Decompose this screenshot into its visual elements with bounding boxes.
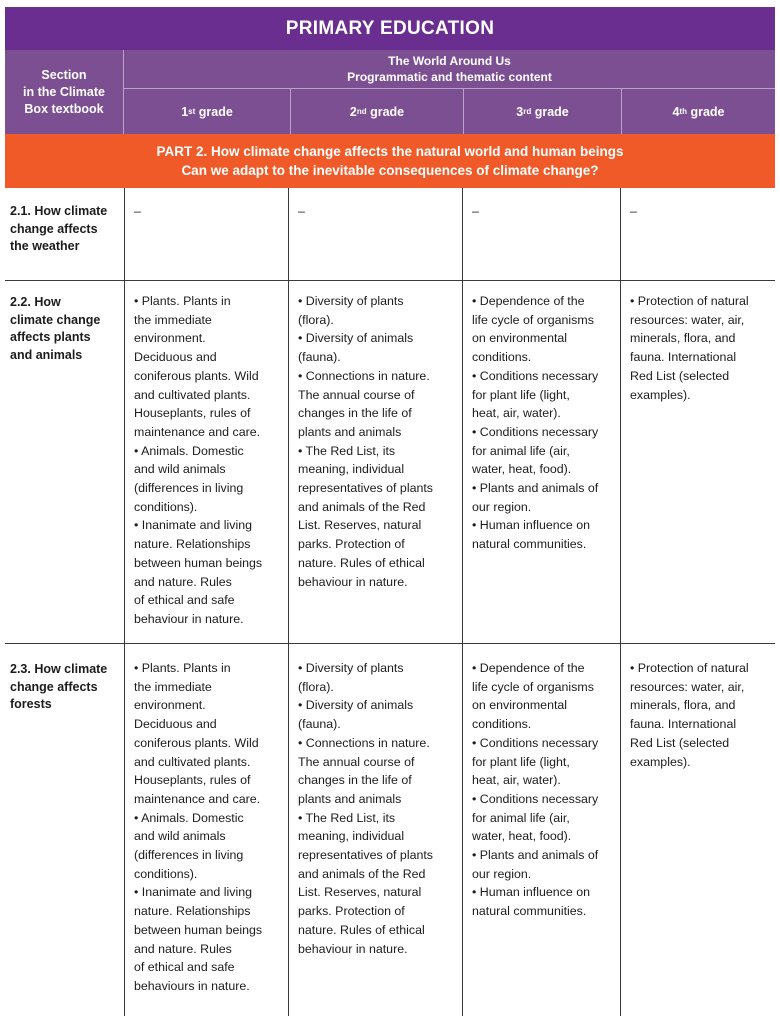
cell-line: • Plants and animals of: [472, 481, 599, 496]
column-divider: [620, 188, 621, 1016]
cell-2-2-grade-1: [134, 292, 262, 629]
cell-line: and nature. Rules: [134, 574, 232, 589]
title-line: and animals: [10, 347, 83, 362]
cell-line: conditions.: [472, 350, 532, 365]
cell-line: coniferous plants. Wild: [134, 735, 259, 750]
cell-line: Deciduous and: [134, 350, 217, 365]
cell-line: and animals of the Red: [298, 499, 426, 514]
table-header: [5, 50, 775, 134]
cell-line: representatives of plants: [298, 848, 433, 863]
cell-line: for plant life (light,: [472, 754, 570, 769]
cell-2-2-grade-4: [630, 292, 749, 404]
cell-line: –: [472, 204, 479, 218]
grade-number: 2: [349, 104, 357, 119]
cell-line: • Conditions necessary: [472, 424, 599, 439]
cell-line: of ethical and safe: [134, 960, 235, 975]
cell-line: behaviour in nature.: [298, 941, 408, 956]
grade-suffix: nd: [356, 107, 367, 116]
cell-2-3-grade-4: [630, 659, 749, 771]
content-type-label: Programmatic and thematic content: [347, 70, 552, 84]
cell-line: (fauna).: [298, 350, 341, 365]
cell-line: • Human influence on: [472, 518, 590, 533]
cell-line: • Dependence of the: [472, 661, 585, 675]
cell-line: between human beings: [134, 922, 263, 937]
grade-label: grade: [534, 104, 569, 119]
cell-line: • Connections in nature.: [298, 368, 430, 383]
subject-header: [124, 50, 775, 89]
part-title: PART 2. How climate change affects the natural world and human beings: [156, 144, 624, 159]
cell-line: Houseplants, rules of: [134, 773, 251, 788]
cell-line: –: [630, 204, 637, 218]
cell-line: (differences in living: [134, 481, 244, 496]
cell-2-3-grade-1: [134, 659, 262, 996]
cell-line: for animal life (air,: [472, 810, 570, 825]
grade-label: grade: [690, 104, 725, 119]
cell-line: behaviour in nature.: [298, 574, 408, 589]
cell-line: behaviours in nature.: [134, 978, 250, 993]
cell-line: • Inanimate and living: [134, 518, 252, 533]
grade-number: 3: [516, 104, 524, 119]
cell-line: resources: water, air,: [630, 312, 745, 327]
cell-line: on environmental: [472, 698, 568, 713]
cell-line: fauna. International: [630, 717, 737, 732]
cell-line: and cultivated plants.: [134, 387, 251, 402]
cell-line: nature. Relationships: [134, 537, 251, 552]
cell-line: environment.: [134, 698, 206, 713]
cell-line: parks. Protection of: [298, 904, 405, 919]
title-line: 2.1. How climate: [10, 204, 108, 218]
cell-line: plants and animals: [298, 424, 402, 439]
cell-line: Red List (selected: [630, 368, 730, 383]
cell-line: • Animals. Domestic: [134, 443, 244, 458]
column-divider: [124, 188, 125, 1016]
cell-line: • Human influence on: [472, 885, 590, 900]
grade-header-4: [622, 89, 775, 134]
cell-line: life cycle of organisms: [472, 679, 594, 694]
cell-line: Houseplants, rules of: [134, 406, 251, 421]
row-divider: [5, 643, 775, 644]
cell-line: conditions).: [134, 499, 198, 514]
cell-line: water, heat, food).: [472, 462, 572, 477]
cell-2-3-grade-3: [472, 659, 598, 921]
cell-2-1-grade-4: [630, 202, 637, 221]
cell-line: examples).: [630, 754, 691, 769]
part-banner: [5, 134, 775, 188]
cell-line: nature. Rules of ethical: [298, 922, 425, 937]
grade-number: 4: [672, 104, 680, 119]
cell-line: nature. Relationships: [134, 904, 251, 919]
cell-line: natural communities.: [472, 904, 587, 919]
cell-line: (flora).: [298, 312, 334, 327]
cell-line: List. Reserves, natural: [298, 518, 422, 533]
grade-header-3: [464, 89, 622, 134]
cell-line: meaning, individual: [298, 462, 405, 477]
cell-line: meaning, individual: [298, 829, 405, 844]
cell-line: environment.: [134, 331, 206, 346]
cell-line: resources: water, air,: [630, 679, 745, 694]
cell-line: • The Red List, its: [298, 810, 396, 825]
title-line: change affects: [10, 679, 98, 694]
cell-line: behaviour in nature.: [134, 611, 244, 626]
cell-line: • Conditions necessary: [472, 791, 599, 806]
column-divider: [288, 188, 289, 1016]
grade-suffix: rd: [523, 107, 532, 116]
cell-line: heat, air, water).: [472, 406, 561, 421]
cell-line: for animal life (air,: [472, 443, 570, 458]
title-line: forests: [10, 697, 52, 711]
cell-line: • Plants. Plants in: [134, 294, 231, 308]
cell-line: parks. Protection of: [298, 537, 405, 552]
column-divider: [462, 188, 463, 1016]
cell-line: • Animals. Domestic: [134, 810, 244, 825]
cell-line: and cultivated plants.: [134, 754, 251, 769]
cell-2-1-grade-1: [134, 202, 141, 221]
cell-line: and animals of the Red: [298, 866, 426, 881]
subject-title: The World Around Us: [388, 54, 511, 68]
cell-line: • Plants. Plants in: [134, 661, 231, 675]
cell-line: –: [134, 204, 141, 218]
title-line: 2.3. How climate: [10, 662, 108, 676]
cell-line: maintenance and care.: [134, 424, 261, 439]
grade-header-row: [124, 89, 775, 134]
title-line: climate change: [10, 312, 101, 327]
grade-header-1: [124, 89, 291, 134]
section-column-header: [5, 50, 124, 134]
cell-line: minerals, flora, and: [630, 698, 736, 713]
cell-line: • Conditions necessary: [472, 368, 599, 383]
cell-line: natural communities.: [472, 537, 587, 552]
cell-line: (fauna).: [298, 717, 341, 732]
cell-line: the immediate: [134, 312, 212, 327]
cell-line: our region.: [472, 499, 532, 514]
cell-line: of ethical and safe: [134, 593, 235, 608]
cell-line: • Connections in nature.: [298, 735, 430, 750]
cell-line: • Protection of natural: [630, 661, 749, 675]
cell-line: changes in the life of: [298, 406, 412, 421]
cell-2-1-grade-2: [298, 202, 305, 221]
cell-line: life cycle of organisms: [472, 312, 594, 327]
cell-line: coniferous plants. Wild: [134, 368, 259, 383]
cell-line: the immediate: [134, 679, 212, 694]
cell-line: on environmental: [472, 331, 568, 346]
cell-line: • Inanimate and living: [134, 885, 252, 900]
banner-title: PRIMARY EDUCATION: [5, 7, 775, 50]
cell-line: nature. Rules of ethical: [298, 555, 425, 570]
cell-2-2-grade-2: [298, 292, 433, 591]
part-question: Can we adapt to the inevitable consequences of climate change?: [181, 163, 599, 178]
cell-line: for plant life (light,: [472, 387, 570, 402]
section-title-2-1: [10, 203, 107, 256]
section-title-2-3: [10, 661, 107, 714]
cell-line: conditions).: [134, 866, 198, 881]
cell-line: and nature. Rules: [134, 941, 232, 956]
cell-line: and wild animals: [134, 462, 226, 477]
cell-line: fauna. International: [630, 350, 737, 365]
cell-line: –: [298, 204, 305, 218]
grade-number: 1: [181, 104, 189, 119]
grade-label: grade: [198, 104, 233, 119]
title-line: change affects: [10, 221, 98, 236]
section-header-line: Box textbook: [24, 101, 104, 116]
cell-line: • Plants and animals of: [472, 848, 599, 863]
cell-line: minerals, flora, and: [630, 331, 736, 346]
row-divider: [5, 280, 775, 281]
section-title-2-2: [10, 294, 100, 364]
cell-line: Red List (selected: [630, 735, 730, 750]
cell-line: • Diversity of plants: [298, 661, 404, 675]
cell-line: and wild animals: [134, 829, 226, 844]
cell-line: • Dependence of the: [472, 294, 585, 308]
section-header-line: in the Climate: [23, 84, 105, 99]
cell-line: conditions.: [472, 717, 532, 732]
cell-line: (flora).: [298, 679, 334, 694]
cell-2-3-grade-2: [298, 659, 433, 958]
cell-line: between human beings: [134, 555, 263, 570]
cell-2-2-grade-3: [472, 292, 598, 554]
title-line: affects plants: [10, 330, 91, 344]
cell-line: • Protection of natural: [630, 294, 749, 308]
grade-label: grade: [370, 104, 405, 119]
title-line: 2.2. How: [10, 295, 61, 309]
cell-line: Deciduous and: [134, 717, 217, 732]
cell-line: representatives of plants: [298, 481, 433, 496]
cell-line: water, heat, food).: [472, 829, 572, 844]
cell-line: The annual course of: [298, 387, 415, 402]
cell-line: The annual course of: [298, 754, 415, 769]
cell-line: examples).: [630, 387, 691, 402]
cell-line: heat, air, water).: [472, 773, 561, 788]
cell-line: • Diversity of plants: [298, 294, 404, 308]
cell-line: our region.: [472, 866, 532, 881]
cell-line: • Conditions necessary: [472, 735, 599, 750]
cell-line: (differences in living: [134, 848, 244, 863]
cell-2-1-grade-3: [472, 202, 479, 221]
cell-line: maintenance and care.: [134, 791, 261, 806]
grade-header-2: [291, 89, 464, 134]
grade-suffix: th: [679, 107, 687, 116]
cell-line: plants and animals: [298, 791, 402, 806]
cell-line: changes in the life of: [298, 773, 412, 788]
cell-line: List. Reserves, natural: [298, 885, 422, 900]
cell-line: • Diversity of animals: [298, 698, 414, 713]
cell-line: • The Red List, its: [298, 443, 396, 458]
title-line: the weather: [10, 239, 80, 253]
grade-suffix: st: [188, 107, 196, 116]
section-header-line: Section: [41, 67, 87, 82]
cell-line: • Diversity of animals: [298, 331, 414, 346]
